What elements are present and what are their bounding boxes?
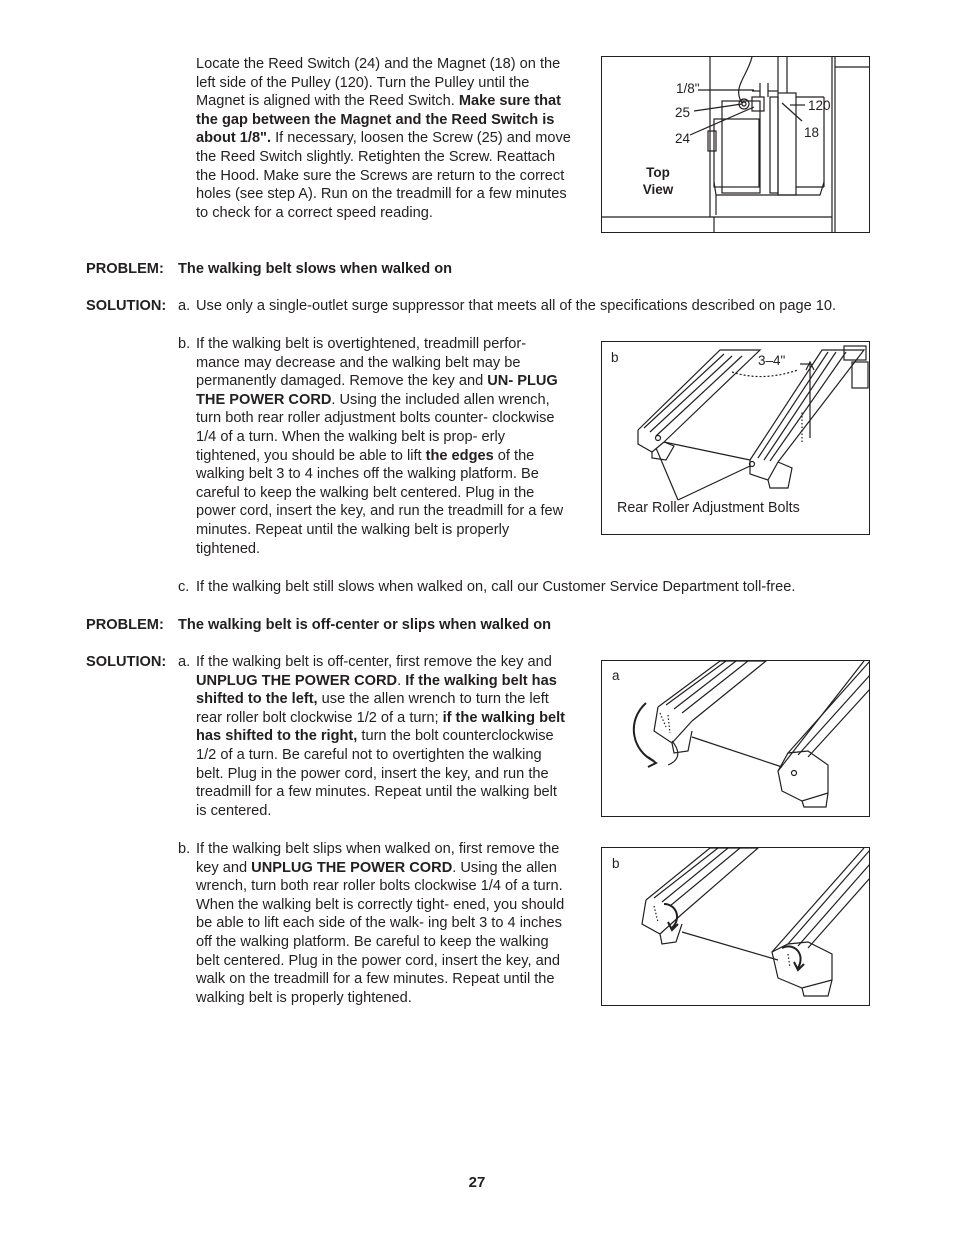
label-screw-25: 25 bbox=[675, 105, 691, 120]
solution-1b-text-1: If the walking belt is overtightened, treadmill perfor- mance may decrease and the walking belt may be permanently damaged. Remove the key and bbox=[196, 336, 527, 390]
solution-2b-text-2: . Using the allen wrench, turn both rear roller bolts clockwise 1/4 of a turn. When the walking belt is correctly tight- ened, you should be able to lift each side of the walk- ing belt 3 to 4 inches off the walking platform. Be careful to keep the walking belt centered. Plug in the power cord, insert the key, and walk on the treadmill for a few minutes. Repeat until the walking belt is properly tightened. bbox=[196, 859, 565, 1006]
solution-1b-bold-2: the edges bbox=[425, 447, 494, 464]
solution-1c-text: If the walking belt still slows when walked on, call our Customer Service Department toll-free. bbox=[196, 579, 796, 595]
label-reed-switch-24: 24 bbox=[675, 131, 691, 146]
caption-rear-roller-bolts: Rear Roller Adjustment Bolts bbox=[617, 500, 800, 516]
solution-1c-letter: c. bbox=[178, 579, 190, 595]
figure-tighten-belt bbox=[601, 847, 870, 1006]
problem-1-text: The walking belt slows when walked on bbox=[178, 261, 453, 277]
solution-2a-body bbox=[196, 653, 566, 820]
label-magnet-18: 18 bbox=[804, 125, 820, 140]
solution-2b-letter: b. bbox=[178, 841, 191, 857]
figure-b1-letter: b bbox=[611, 350, 619, 365]
figure-a2-letter: a bbox=[612, 668, 620, 683]
center-belt-illustration bbox=[602, 661, 870, 817]
problem-2-label: PROBLEM: bbox=[86, 617, 164, 633]
solution-2a-bold-1: UNPLUG THE POWER CORD bbox=[196, 672, 398, 689]
problem-2-text: The walking belt is off-center or slips when walked on bbox=[178, 617, 552, 633]
solution-2b-body bbox=[196, 840, 568, 1007]
solution-2a-letter: a. bbox=[178, 654, 191, 670]
solution-2a-text-1: If the walking belt is off-center, first remove the key and bbox=[196, 654, 552, 670]
solution-2a-text-2: . bbox=[397, 672, 406, 689]
solution-1a-letter: a. bbox=[178, 298, 191, 314]
problem-1-label: PROBLEM: bbox=[86, 261, 164, 277]
solution-2b-text-1: If the walking belt slips when walked on, first remove the key and bbox=[196, 841, 560, 876]
problem-2-heading bbox=[86, 616, 606, 635]
solution-2a-text-4: turn the bolt counterclockwise 1/2 of a turn. Be careful not to overtighten the walking belt. Plug in the power cord, insert the key, and run the treadmill for a few minutes. Repeat until the walking belt is centered. bbox=[196, 728, 557, 819]
tighten-belt-illustration bbox=[602, 848, 870, 1006]
page-number: 27 bbox=[468, 1174, 486, 1191]
solution-2a-bold-3: if the walking belt has shifted to the right, bbox=[196, 709, 566, 745]
figure-b2-letter: b bbox=[612, 856, 620, 871]
label-measure-3-4: 3–4" bbox=[758, 353, 786, 368]
label-gap: 1/8" bbox=[676, 81, 700, 96]
intro-text-2: If necessary, loosen the Screw (25) and move the Reed Switch slightly. Retighten the Screw. Reattach the Hood. Make sure the Screws are return to the correct holes (see step A). Run on the treadmill for a few minutes to check for a correct speed reading. bbox=[196, 130, 571, 221]
solution-1b-text-3: of the walking belt 3 to 4 inches off the walking platform. Be careful to keep the walking belt centered. Plug in the power cord, insert the key, and run the treadmill for a few minutes. Repeat until the walking belt is properly tightened. bbox=[196, 447, 564, 557]
figure-rear-roller-adjustment bbox=[601, 341, 870, 535]
label-top: Top bbox=[646, 165, 670, 180]
solution-1b-text-2: . Using the included allen wrench, turn both rear roller adjustment bolts counter- clockwise 1/4 of a turn. When the walking belt is prop- erly tightened, you should be able to lift bbox=[196, 391, 555, 464]
intro-bold-gap: Make sure that the gap between the Magnet and the Reed Switch is about 1/8". bbox=[196, 93, 562, 147]
intro-text-1: Locate the Reed Switch (24) and the Magnet (18) on the left side of the Pulley (120). Turn the Pulley until the Magnet is aligned with the Reed Switch. bbox=[196, 56, 561, 110]
figure-center-belt bbox=[601, 660, 870, 817]
solution-2-label: SOLUTION: bbox=[86, 654, 167, 670]
problem-1-heading bbox=[86, 260, 586, 279]
solution-1b-letter: b. bbox=[178, 336, 191, 352]
label-pulley-120: 120 bbox=[808, 98, 831, 113]
figure-top-view bbox=[601, 56, 870, 233]
solution-1b-bold-1: UN- PLUG THE POWER CORD bbox=[196, 373, 558, 408]
solution-2a-text-3: use the allen wrench to turn the left rear roller bolt clockwise 1/2 of a turn; bbox=[196, 691, 549, 726]
top-view-illustration bbox=[602, 57, 870, 233]
solution-1a-text: Use only a single-outlet surge suppressor that meets all of the specifications described on page 10. bbox=[196, 298, 837, 314]
solution-2a-bold-2: If the walking belt has shifted to the left, bbox=[196, 672, 557, 708]
label-view: View bbox=[642, 182, 674, 197]
solution-1b-body bbox=[196, 335, 572, 558]
solution-1-label: SOLUTION: bbox=[86, 298, 167, 314]
intro-paragraph bbox=[196, 55, 572, 222]
solution-2b-bold-1: UNPLUG THE POWER CORD bbox=[251, 859, 453, 876]
